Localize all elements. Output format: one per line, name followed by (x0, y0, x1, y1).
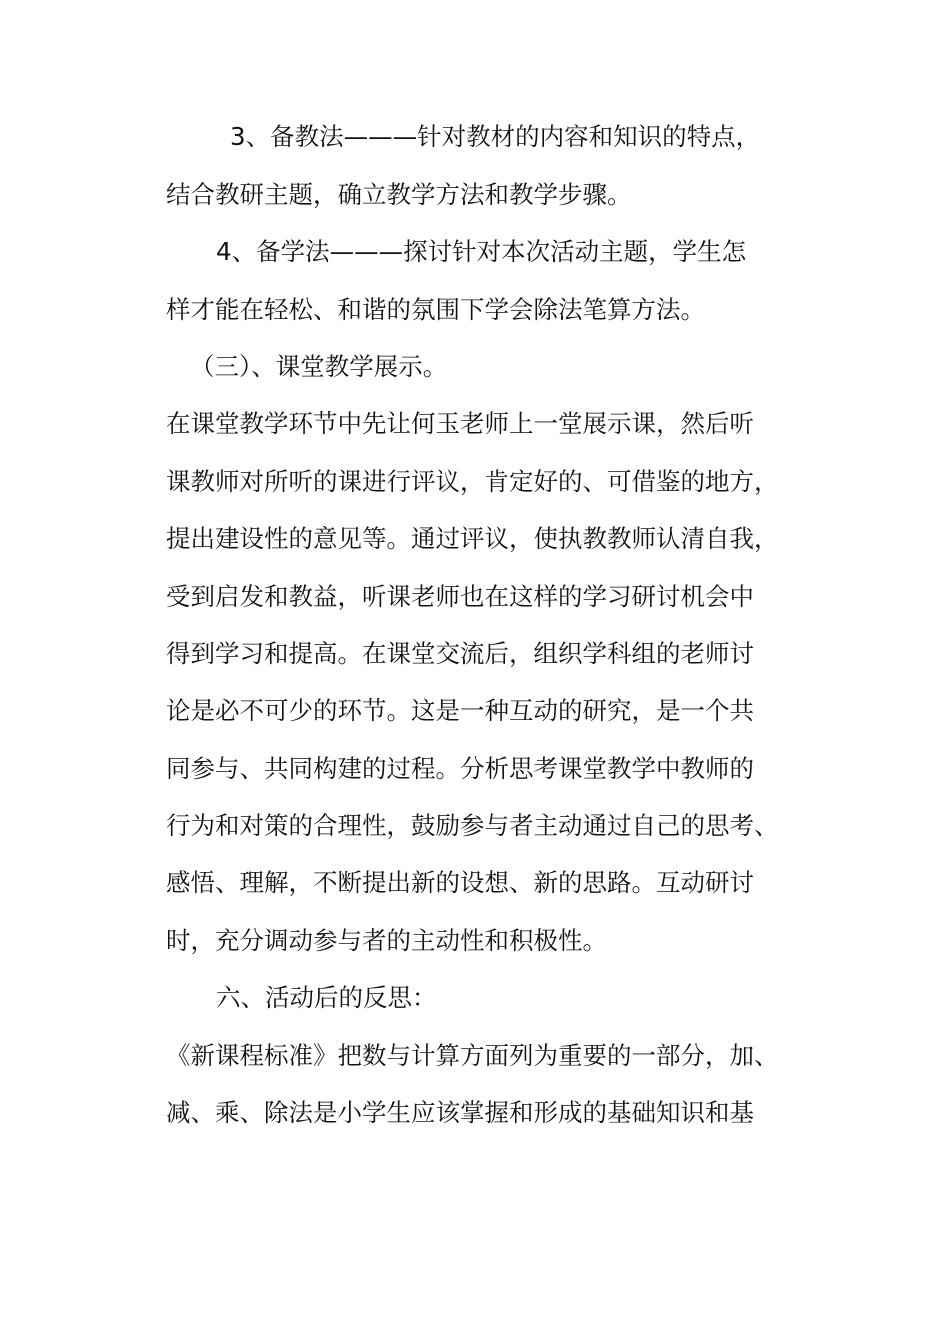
text-line-12: 同参与、共同构建的过程。分析思考课堂教学中教师的 (166, 754, 754, 783)
text-line-10: 得到学习和提高。在课堂交流后，组织学科组的老师讨 (166, 639, 754, 668)
text-line-2: 结合教研主题，确立教学方法和教学步骤。 (166, 180, 632, 209)
text-line-4: 样才能在轻松、和谐的氛围下学会除法笔算方法。 (166, 295, 705, 324)
subsection-heading: 六、活动后的反思： (216, 983, 437, 1012)
text-line-8: 提出建设性的意见等。通过评议，使执教教师认清自我， (166, 524, 779, 553)
text-line-15: 时，充分调动参与者的主动性和积极性。 (166, 926, 607, 955)
text-line-14: 感悟、理解，不断提出新的设想、新的思路。互动研讨 (166, 868, 754, 897)
section-heading: （三）、课堂教学展示。 (190, 352, 448, 381)
text-line-6: 在课堂教学环节中先让何玉老师上一堂展示课，然后听 (166, 409, 754, 438)
text-line-9: 受到启发和教益，听课老师也在这样的学习研讨机会中 (166, 582, 754, 611)
text-line-17: 《新课程标准》把数与计算方面列为重要的一部分，加、 (166, 1041, 779, 1070)
text-line-18: 减、乘、除法是小学生应该掌握和形成的基础知识和基 (166, 1098, 754, 1127)
text-line-11: 论是必不可少的环节。这是一种互动的研究，是一个共 (166, 696, 754, 725)
text-line-3: 4、备学法———探讨针对本次活动主题，学生怎 (216, 237, 747, 266)
text-line-13: 行为和对策的合理性，鼓励参与者主动通过自己的思考、 (166, 811, 779, 840)
text-line-1: 3、备教法———针对教材的内容和知识的特点， (230, 122, 761, 151)
text-line-7: 课教师对所听的课进行评议，肯定好的、可借鉴的地方， (166, 467, 779, 496)
